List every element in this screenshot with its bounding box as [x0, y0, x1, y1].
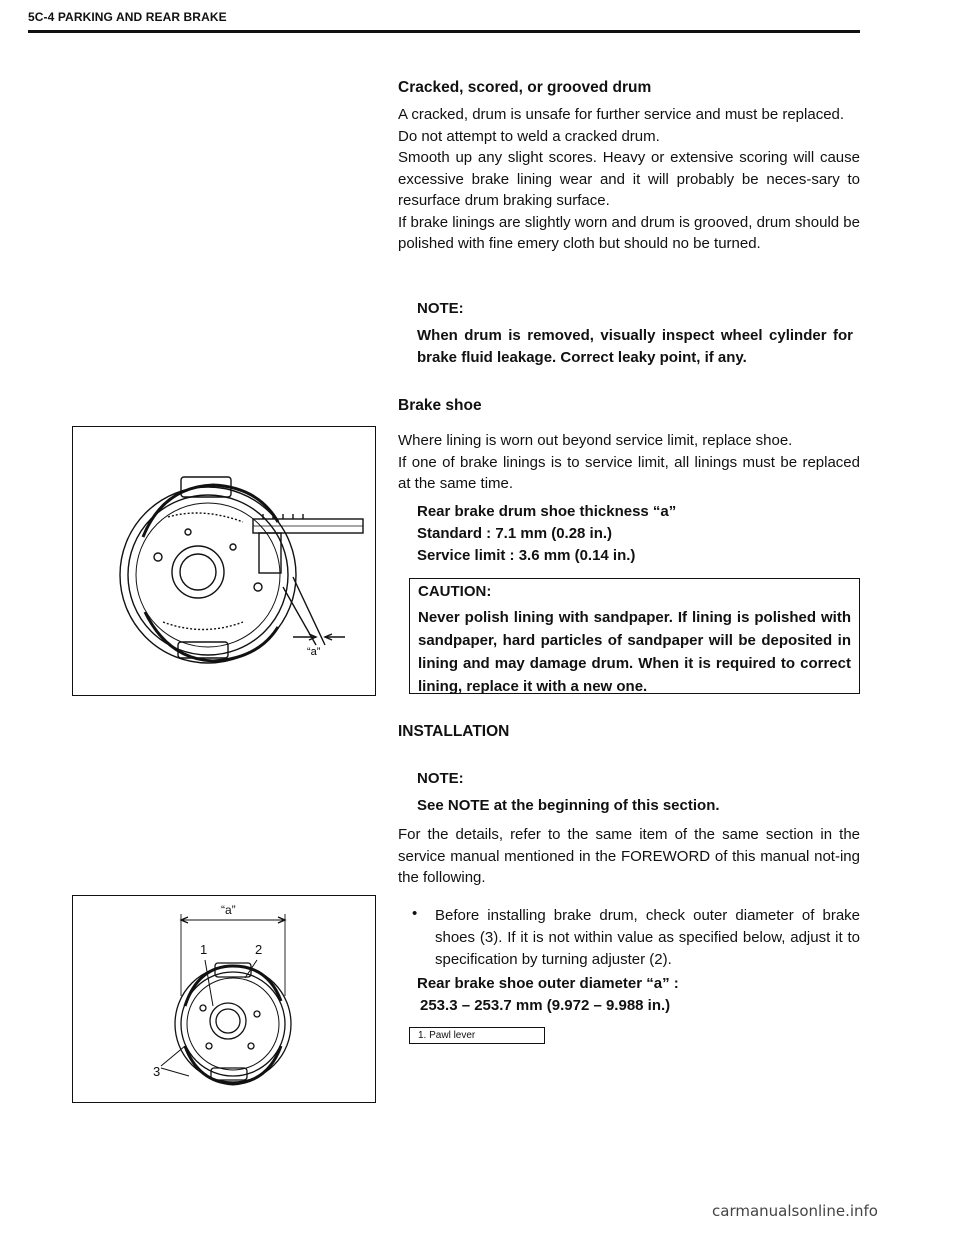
spec-title: Rear brake shoe outer diameter “a” : [417, 975, 679, 992]
drum-note [417, 300, 853, 369]
shoe-body [398, 430, 860, 495]
drum-paragraph: If brake linings are slightly worn and drum is grooved, drum should be polished with fine emery cloth but should no be turned. [398, 213, 860, 252]
drum-body [398, 104, 860, 255]
caution-box [409, 578, 860, 694]
caution-text: Never polish lining with sandpaper. If lining is polished with sandpaper, hard particles of sandpaper will be deposited in lining and may damage drum. When it is required to correct lining, replace it with a new one. [418, 609, 851, 695]
header-rule [28, 30, 860, 33]
installation-note [417, 770, 853, 817]
bullet-marker: • [412, 905, 418, 922]
shoe-heading: Brake shoe [398, 397, 482, 414]
spec-standard: Standard : 7.1 mm (0.28 in.) [417, 525, 613, 542]
drum-heading: Cracked, scored, or grooved drum [398, 79, 652, 96]
spec-limit: Service limit : 3.6 mm (0.14 in.) [417, 547, 636, 564]
note-label: NOTE: [417, 300, 464, 317]
installation-heading: INSTALLATION [398, 723, 510, 740]
drum-paragraph: Do not attempt to weld a cracked drum. [398, 127, 660, 145]
page-header-title: 5C-4 PARKING AND REAR BRAKE [28, 10, 227, 24]
brake-shoe-thickness-drawing [73, 427, 375, 695]
figure-label-1: 1 [200, 942, 208, 957]
brake-shoe-thickness-figure [72, 426, 376, 696]
figure-label-2: 2 [255, 942, 263, 957]
spec-value: 253.3 – 253.7 mm (9.972 – 9.988 in.) [420, 997, 671, 1014]
note-text: When drum is removed, visually inspect wheel cylinder for brake fluid leakage. Correct leaky point, if any. [417, 327, 853, 366]
figure-label-a: “a” [221, 903, 236, 917]
figure-label-3: 3 [153, 1064, 161, 1079]
note-label: NOTE: [417, 770, 464, 787]
watermark-text: carmanualsonline.info [712, 1202, 878, 1220]
shoe-paragraph: If one of brake linings is to service limit, all linings must be replaced at the same time. [398, 453, 860, 492]
caution-label: CAUTION: [418, 583, 492, 600]
installation-bullet-item [409, 905, 860, 971]
shoe-paragraph: Where lining is worn out beyond service limit, replace shoe. [398, 432, 793, 449]
spec-title: Rear brake drum shoe thickness “a” [417, 503, 677, 520]
note-text: See NOTE at the beginning of this section. [417, 797, 720, 814]
drum-paragraph: A cracked, drum is unsafe for further service and must be replaced. [398, 106, 845, 123]
figure-legend: 1. Pawl lever [409, 1027, 545, 1044]
figure-label-a: “a” [307, 646, 321, 658]
installation-spec [417, 973, 679, 1017]
drum-paragraph: Smooth up any slight scores. Heavy or extensive scoring will cause excessive brake lining wear and it will probably be neces-sary to resurface drum braking surface. [398, 149, 860, 209]
shoe-spec [417, 501, 676, 567]
shoe-diameter-drawing [73, 896, 375, 1102]
bullet-text: Before installing brake drum, check outer diameter of brake shoes (3). If it is not within value as specified below, adjust it to specification by turning adjuster (2). [435, 907, 860, 968]
installation-intro: For the details, refer to the same item of the same section in the service manual mentioned in the FOREWORD of this manual not-ing the following. [398, 826, 860, 886]
shoe-diameter-figure [72, 895, 376, 1103]
